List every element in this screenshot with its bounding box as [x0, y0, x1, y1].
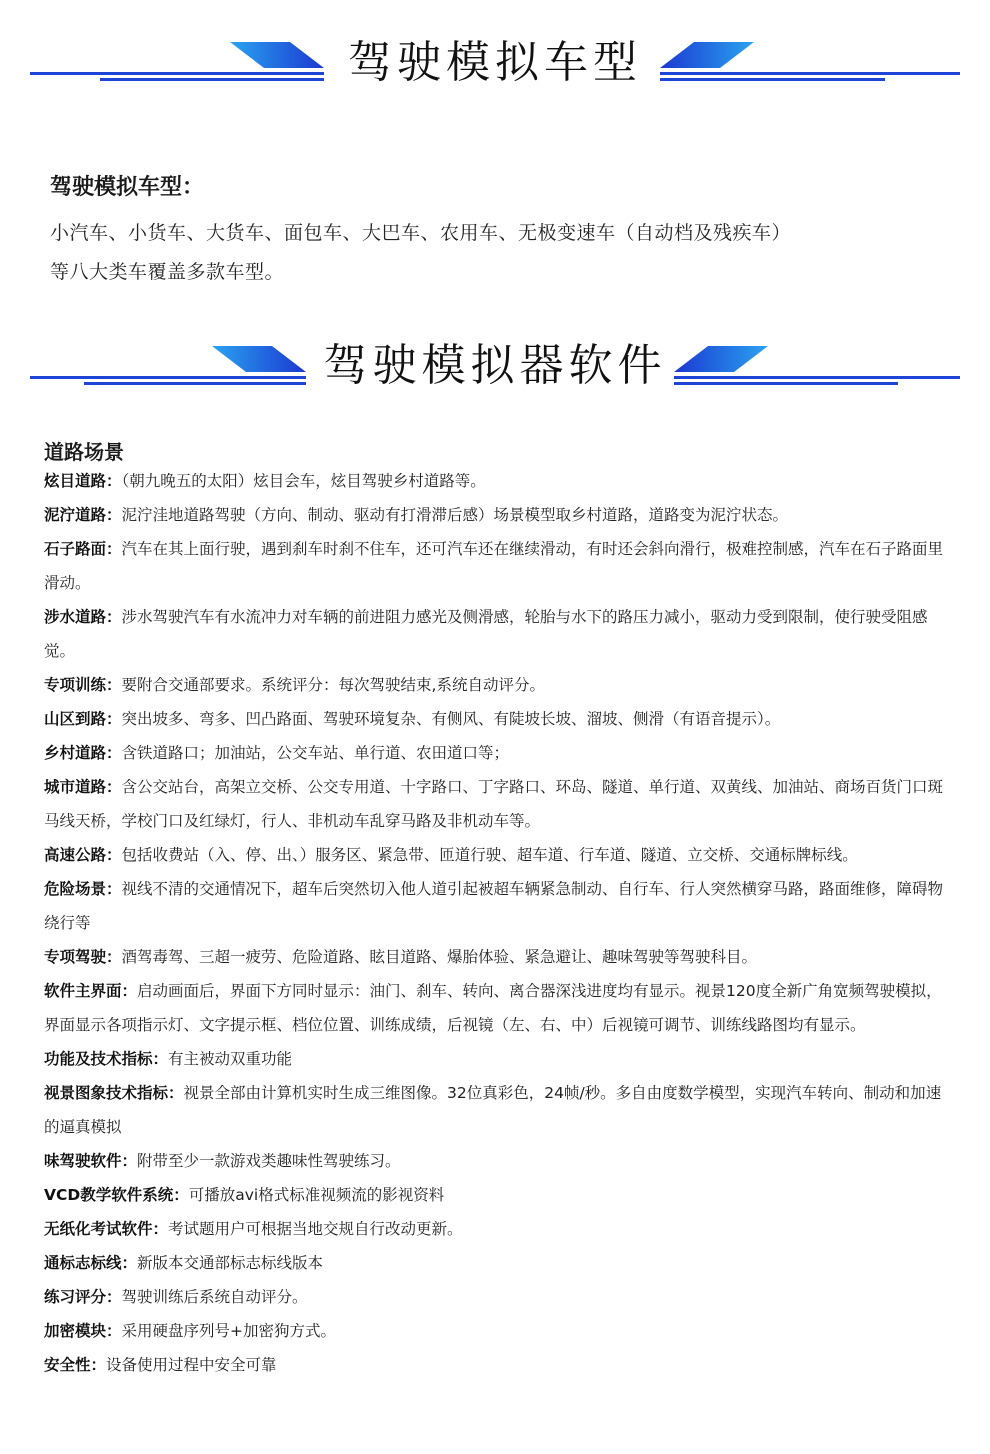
feature-label: 炫目道路： — [44, 472, 122, 490]
feature-text: 考试题用户可根据当地交规自行改动更新。 — [168, 1220, 463, 1238]
feature-item — [44, 668, 949, 702]
feature-text: 驾驶训练后系统自动评分。 — [121, 1288, 308, 1306]
feature-item — [44, 1348, 949, 1382]
feature-text: 启动画面后，界面下方同时显示：油门、刹车、转向、离合器深浅进度均有显示。视景120度全新广角宽频驾驶模拟，界面显示各项指示灯、文字提示框、档位位置、训练成绩，后视镜（左、右、中）后视镜可调节、训练线路图均有显示。 — [44, 982, 942, 1034]
feature-label: 加密模块： — [44, 1322, 122, 1340]
feature-text: 突出坡多、弯多、凹凸路面、驾驶环境复杂、有侧风、有陡坡长坡、溜坡、侧滑（有语音提示）。 — [121, 710, 781, 728]
section-banner-simulator-software — [0, 336, 990, 416]
feature-label: 涉水道路： — [44, 608, 122, 626]
vehicle-types-heading: 驾驶模拟车型： — [50, 175, 205, 200]
feature-label: 味驾驶软件： — [44, 1152, 138, 1170]
feature-label: 无纸化考试软件： — [44, 1220, 169, 1238]
feature-item — [44, 770, 949, 838]
feature-label: VCD教学软件系统： — [44, 1186, 189, 1204]
feature-item — [44, 1314, 949, 1348]
feature-text: 涉水驾驶汽车有水流冲力对车辆的前进阻力感光及侧滑感，轮胎与水下的路压力减小，驱动力受到限制，使行驶受阻感觉。 — [44, 608, 928, 660]
feature-text: 含铁道路口；加油站，公交车站、单行道、农田道口等； — [121, 744, 510, 762]
feature-list — [44, 464, 949, 1382]
feature-item — [44, 872, 949, 940]
feature-item — [44, 1246, 949, 1280]
feature-label: 高速公路： — [44, 846, 122, 864]
vehicle-types-line: 小汽车、小货车、大货车、面包车、大巴车、农用车、无极变速车（自动档及残疾车） — [50, 222, 792, 244]
feature-label: 城市道路： — [44, 778, 122, 796]
feature-text: 包括收费站（入、停、出、）服务区、紧急带、匝道行驶、超车道、行车道、隧道、立交桥、交通标牌标线。 — [121, 846, 858, 864]
feature-text: 设备使用过程中安全可靠 — [106, 1356, 277, 1374]
feature-item — [44, 498, 949, 532]
feature-text: 采用硬盘序列号+加密狗方式。 — [121, 1322, 337, 1340]
feature-text: 附带至少一款游戏类趣味性驾驶练习。 — [137, 1152, 401, 1170]
feature-text: 视线不清的交通情况下，超车后突然切入他人道引起被超车辆紧急制动、自行车、行人突然横穿马路，路面维修，障碍物绕行等 — [44, 880, 944, 932]
banner-title: 驾驶模拟器软件 — [323, 340, 667, 391]
feature-item — [44, 974, 949, 1042]
feature-text: （朝九晚五的太阳）炫目会车，炫目驾驶乡村道路等。 — [121, 472, 486, 490]
feature-text: 要附合交通部要求。系统评分：每次驾驶结束,系统自动评分。 — [121, 676, 545, 694]
feature-label: 功能及技术指标： — [44, 1050, 169, 1068]
feature-label: 练习评分： — [44, 1288, 122, 1306]
feature-item — [44, 600, 949, 668]
feature-label: 软件主界面： — [44, 982, 138, 1000]
feature-item — [44, 1144, 949, 1178]
feature-label: 泥泞道路： — [44, 506, 122, 524]
vehicle-types-description — [50, 214, 950, 292]
feature-label: 乡村道路： — [44, 744, 122, 762]
feature-text: 可播放avi格式标准视频流的影视资料 — [188, 1186, 445, 1204]
feature-text: 视景全部由计算机实时生成三维图像。32位真彩色，24帧/秒。多自由度数学模型，实现汽车转向、制动和加速的逼真模拟 — [44, 1084, 942, 1136]
feature-item — [44, 702, 949, 736]
feature-item — [44, 532, 949, 600]
feature-text: 酒驾毒驾、三超一疲劳、危险道路、眩目道路、爆胎体验、紧急避让、趣味驾驶等驾驶科目。 — [121, 948, 758, 966]
feature-item — [44, 1042, 949, 1076]
feature-label: 石子路面： — [44, 540, 122, 558]
feature-item — [44, 1280, 949, 1314]
feature-label: 安全性： — [44, 1356, 107, 1374]
feature-item — [44, 1076, 949, 1144]
vehicle-types-line: 等八大类车覆盖多款车型。 — [50, 261, 285, 283]
feature-text: 新版本交通部标志标线版本 — [137, 1254, 324, 1272]
road-scenes-heading: 道路场景 — [44, 440, 124, 464]
feature-label: 危险场景： — [44, 880, 122, 898]
feature-item — [44, 1212, 949, 1246]
feature-label: 山区到路： — [44, 710, 122, 728]
feature-item — [44, 1178, 949, 1212]
section-banner-vehicle-types — [0, 30, 990, 110]
feature-label: 视景图象技术指标： — [44, 1084, 184, 1102]
feature-item — [44, 940, 949, 974]
feature-text: 含公交站台，高架立交桥、公交专用道、十字路口、丁字路口、环岛、隧道、单行道、双黄线、加油站、商场百货门口斑马线天桥，学校门口及红绿灯，行人、非机动车乱穿马路及非机动车等。 — [44, 778, 944, 830]
feature-item — [44, 464, 949, 498]
feature-text: 泥泞洼地道路驾驶（方向、制动、驱动有打滑滞后感）场景模型取乡村道路，道路变为泥泞状态。 — [121, 506, 789, 524]
feature-text: 汽车在其上面行驶，遇到刹车时刹不住车，还可汽车还在继续滑动，有时还会斜向滑行，极难控制感，汽车在石子路面里滑动。 — [44, 540, 944, 592]
feature-item — [44, 736, 949, 770]
feature-item — [44, 838, 949, 872]
banner-title: 驾驶模拟车型 — [348, 37, 642, 88]
feature-label: 专项驾驶： — [44, 948, 122, 966]
feature-label: 专项训练： — [44, 676, 122, 694]
feature-text: 有主被动双重功能 — [168, 1050, 293, 1068]
feature-label: 通标志标线： — [44, 1254, 138, 1272]
